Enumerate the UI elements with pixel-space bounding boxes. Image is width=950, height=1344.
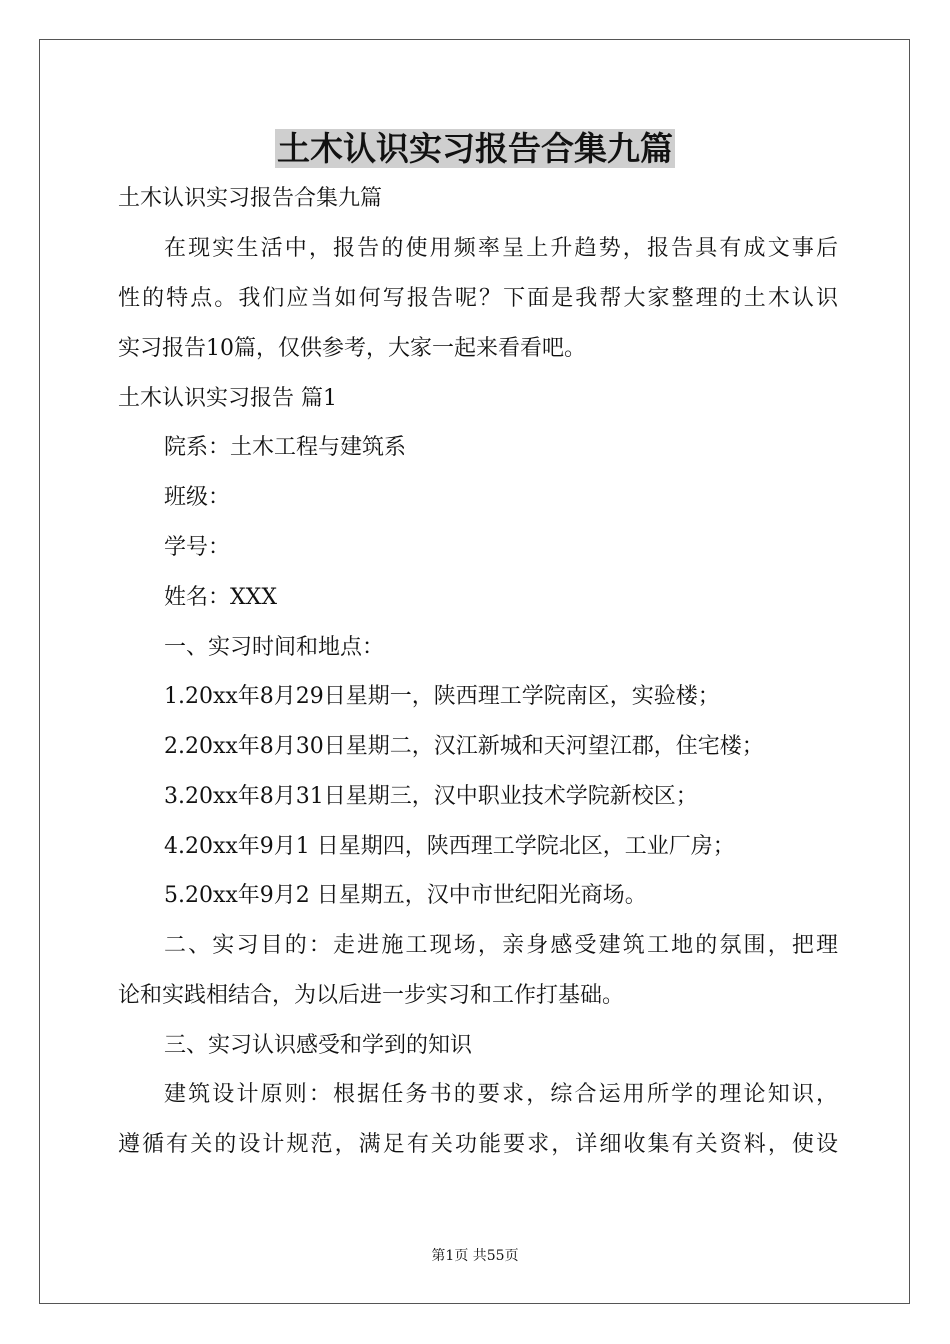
paragraph-line: 实习报告10篇，仅供参考，大家一起来看看吧。 [118,336,586,361]
list-item: 4.20xx年9月1 日星期四，陕西理工学院北区，工业厂房； [164,834,735,859]
list-item: 1.20xx年8月29日星期一，陕西理工学院南区，实验楼； [164,684,720,709]
list-item: 5.20xx年9月2 日星期五，汉中市世纪阳光商场。 [164,883,647,908]
paragraph-line: 一、实习时间和地点： [164,635,385,660]
paragraph-line: 班级： [164,485,231,510]
paragraph-line: 性的特点。我们应当如何写报告呢？下面是我帮大家整理的土木认识 [118,286,838,311]
paragraph-line: 论和实践相结合，为以后进一步实习和工作打基础。 [118,983,625,1008]
paragraph-line: 建筑设计原则：根据任务书的要求，综合运用所学的理论知识， [164,1082,838,1107]
paragraph-line: 在现实生活中，报告的使用频率呈上升趋势，报告具有成文事后 [164,236,838,261]
paragraph-line: 遵循有关的设计规范，满足有关功能要求，详细收集有关资料，使设 [118,1132,838,1157]
paragraph-line: 院系：土木工程与建筑系 [164,435,407,460]
section-heading: 土木认识实习报告 篇1 [118,386,337,411]
list-item: 3.20xx年8月31日星期三，汉中职业技术学院新校区； [164,784,698,809]
page-footer: 第1页 共55页 [431,1248,519,1264]
paragraph-line: 学号： [164,535,231,560]
paragraph-line: 三、实习认识感受和学到的知识 [164,1033,473,1058]
paragraph-line: 二、实习目的：走进施工现场，亲身感受建筑工地的氛围，把理 [164,933,838,958]
document-title-text: 土木认识实习报告合集九篇 [277,129,673,168]
document-title [0,124,950,174]
doc-subtitle: 土木认识实习报告合集九篇 [118,186,383,211]
list-item: 2.20xx年8月30日星期二，汉江新城和天河望江郡，住宅楼； [164,734,764,759]
paragraph-line: 姓名：XXX [164,585,277,610]
